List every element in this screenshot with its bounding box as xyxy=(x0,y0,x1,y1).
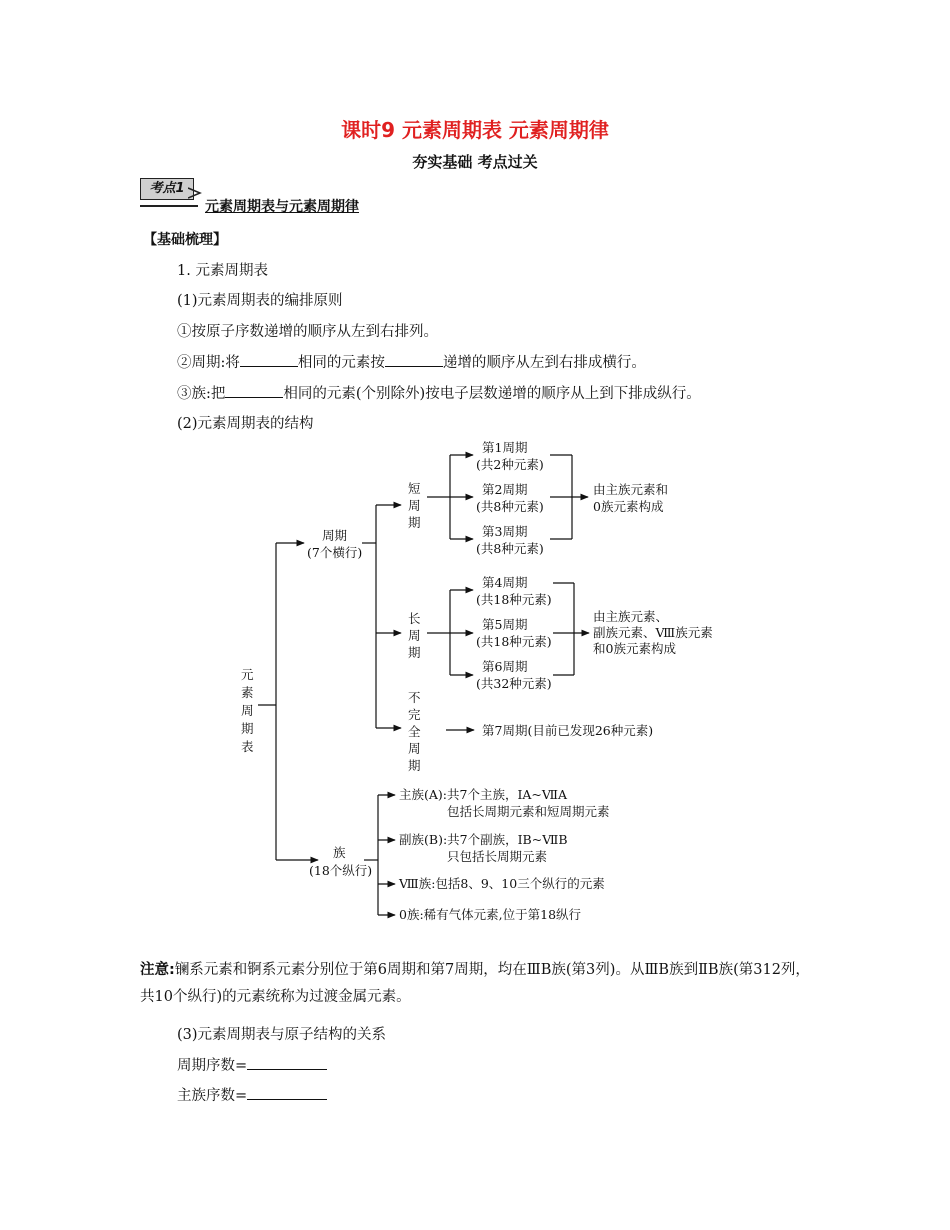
sub-group-2: 只包括长周期元素 xyxy=(447,849,548,864)
period-2-count: (共8种元素) xyxy=(476,499,544,514)
period-1-count: (共2种元素) xyxy=(476,457,544,472)
period-5-count: (共18种元素) xyxy=(476,634,552,649)
groups-label: 族 xyxy=(333,845,346,860)
note-paragraph xyxy=(140,957,820,1011)
item-5-b: 相同的元素(个别除外)按电子层数递增的顺序从上到下排成纵行。 xyxy=(283,386,701,402)
long-result-3: 和0族元素构成 xyxy=(593,641,676,656)
sub-group-1: 副族(B):共7个副族，IB~ⅦB xyxy=(399,832,568,847)
page-subtitle: 夯实基础 考点过关 xyxy=(412,153,538,171)
item-2: (1)元素周期表的编排原则 xyxy=(177,293,343,309)
item-7: (3)元素周期表与原子结构的关系 xyxy=(177,1027,387,1043)
periods-count: (7个横行) xyxy=(307,545,363,560)
periods-label: 周期 xyxy=(322,528,348,543)
root-char-0: 元 xyxy=(241,667,254,682)
short-result-1: 由主族元素和 xyxy=(593,482,669,497)
incomplete-char-4: 期 xyxy=(408,758,421,773)
short-result-2: 0族元素构成 xyxy=(593,499,664,514)
short-char-0: 短 xyxy=(408,481,421,496)
incomplete-char-3: 周 xyxy=(408,741,421,756)
long-char-0: 长 xyxy=(408,611,421,626)
long-result-2: 副族元素、Ⅷ族元素 xyxy=(593,625,713,640)
item-6: (2)元素周期表的结构 xyxy=(177,416,314,432)
group-0: 0族:稀有气体元素,位于第18纵行 xyxy=(399,907,582,922)
main-group-1: 主族(A):共7个主族，IA~ⅦA xyxy=(399,787,568,802)
item-4-b: 相同的元素按 xyxy=(297,355,385,371)
item-8 xyxy=(177,1054,327,1075)
long-result-1: 由主族元素、 xyxy=(593,609,669,624)
section-title: 元素周期表与元素周期律 xyxy=(205,199,359,215)
note-text: 镧系元素和锕系元素分别位于第6周期和第7周期，均在ⅢB族(第3列)。从ⅢB族到ⅡB族(第312列，共10个纵行)的元素统称为过渡金属元素。 xyxy=(140,962,810,1005)
period-3-count: (共8种元素) xyxy=(476,541,544,556)
main-group-2: 包括长周期元素和短周期元素 xyxy=(447,804,610,819)
incomplete-char-0: 不 xyxy=(408,690,421,705)
period-5: 第5周期 xyxy=(482,617,528,632)
period-6-count: (共32种元素) xyxy=(476,676,552,691)
incomplete-char-2: 全 xyxy=(408,724,421,739)
root-char-4: 表 xyxy=(241,739,254,754)
item-9-text: 主族序数= xyxy=(177,1088,248,1104)
basic-label: 【基础梳理】 xyxy=(143,232,227,248)
item-1: 1. 元素周期表 xyxy=(177,263,268,279)
period-6: 第6周期 xyxy=(482,659,528,674)
item-9 xyxy=(177,1084,327,1105)
period-3: 第3周期 xyxy=(482,524,528,539)
incomplete-char-1: 完 xyxy=(408,707,421,722)
item-4-c: 递增的顺序从左到右排成横行。 xyxy=(442,355,646,371)
long-char-1: 周 xyxy=(408,628,421,643)
blank-5 xyxy=(247,1086,327,1100)
period-4: 第4周期 xyxy=(482,575,528,590)
period-1: 第1周期 xyxy=(482,440,528,455)
root-char-1: 素 xyxy=(241,685,254,700)
blank-4 xyxy=(247,1056,327,1070)
period-2: 第2周期 xyxy=(482,482,528,497)
period-4-count: (共18种元素) xyxy=(476,592,552,607)
period-7: 第7周期(目前已发现26种元素) xyxy=(482,723,654,738)
page-title: 课时9 元素周期表 元素周期律 xyxy=(341,118,609,142)
short-char-1: 周 xyxy=(408,498,421,513)
root-char-2: 周 xyxy=(241,703,254,718)
long-char-2: 期 xyxy=(408,645,421,660)
item-3: ①按原子序数递增的顺序从左到右排列。 xyxy=(177,324,438,340)
item-8-text: 周期序数= xyxy=(177,1058,248,1074)
section-badge: 考点1 xyxy=(140,178,194,200)
groups-count: (18个纵行) xyxy=(309,863,373,878)
short-char-2: 期 xyxy=(408,515,421,530)
item-4-a: ②周期:将 xyxy=(177,355,240,371)
root-char-3: 期 xyxy=(241,721,254,736)
item-5-a: ③族:把 xyxy=(177,386,226,402)
note-label: 注意: xyxy=(140,962,175,978)
group-8: Ⅷ族:包括8、9、10三个纵行的元素 xyxy=(399,876,605,891)
